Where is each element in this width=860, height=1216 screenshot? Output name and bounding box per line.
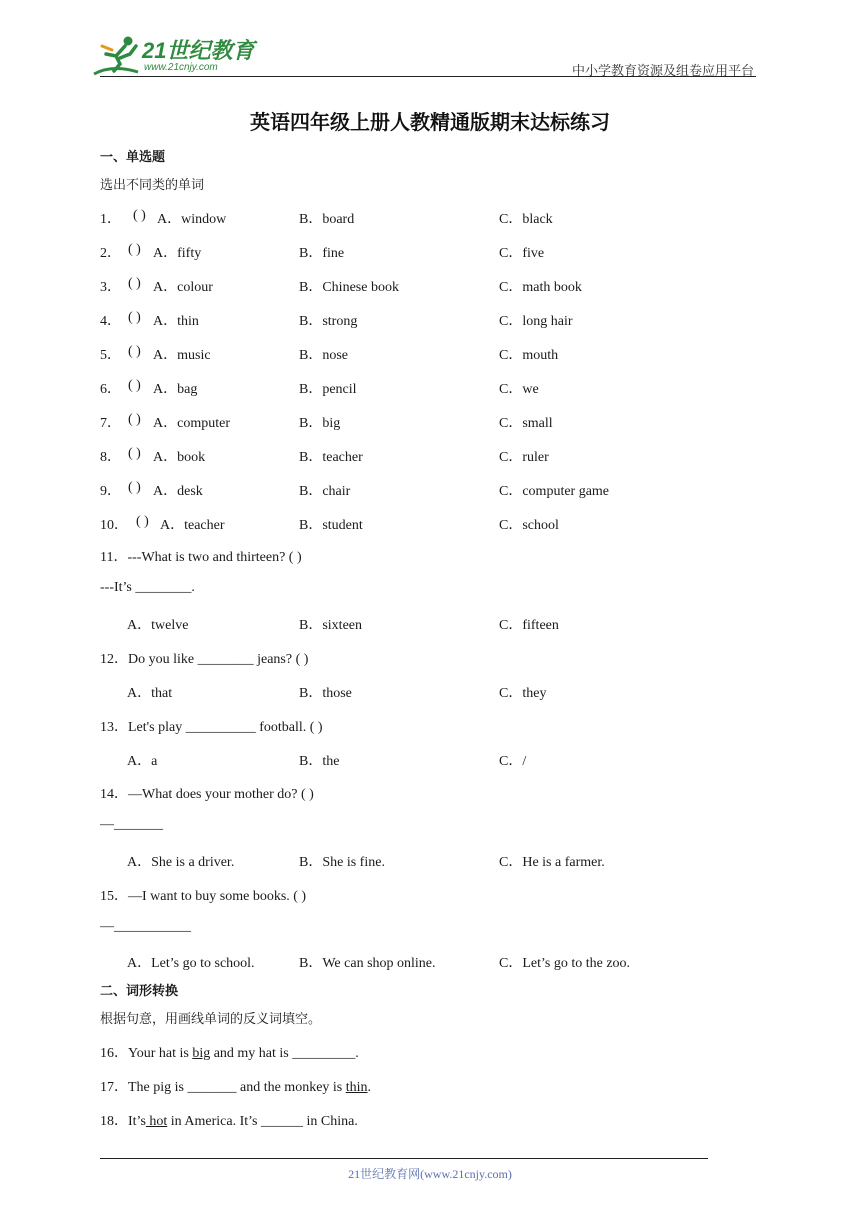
header-tagline: 中小学教育资源及组卷应用平台	[571, 63, 754, 78]
question-18-post: in America. It’s ______ in China.	[167, 1114, 358, 1129]
option-b: B．pencil	[299, 382, 357, 397]
question-11-stem: 11．---What is two and thirteen? ( )	[100, 550, 302, 565]
option-b: B．strong	[299, 314, 358, 329]
option-a: A．computer	[153, 416, 230, 431]
runner-icon	[92, 34, 142, 78]
question-17-pre: 17．The pig is _______ and the monkey is	[100, 1080, 346, 1095]
answer-paren: ( )	[136, 514, 149, 529]
question-16	[100, 1042, 359, 1062]
answer-paren: ( )	[128, 344, 141, 359]
option-a: A．thin	[153, 314, 199, 329]
option-c: C．math book	[499, 280, 582, 295]
question-11-answer-line: ---It’s ________.	[100, 580, 195, 595]
question-12-option-a: A．that	[127, 686, 173, 701]
footer-divider	[100, 1158, 708, 1159]
option-c: C．we	[499, 382, 539, 397]
footer-text: 21世纪教育网(www.21cnjy.com)	[348, 1167, 512, 1181]
question-number: 5．	[100, 348, 121, 363]
question-15-option-a: A．Let’s go to school.	[127, 956, 255, 971]
question-14-option-a: A．She is a driver.	[127, 855, 235, 870]
section-heading-2: 二、词形转换	[100, 984, 179, 999]
question-17-underlined-word: thin	[345, 1080, 368, 1095]
option-a: A．fifty	[153, 246, 202, 261]
question-15-option-c: C．Let’s go to the zoo.	[499, 956, 631, 971]
option-b: B．fine	[299, 246, 345, 261]
option-a: A．bag	[153, 382, 198, 397]
header-divider	[100, 76, 756, 77]
answer-paren: ( )	[128, 276, 141, 291]
question-11-option-a: A．twelve	[127, 618, 189, 633]
option-b: B．student	[299, 518, 363, 533]
answer-paren: ( )	[128, 480, 141, 495]
question-number: 9．	[100, 484, 121, 499]
option-a: A．colour	[153, 280, 213, 295]
option-c: C．ruler	[499, 450, 549, 465]
page-title: 英语四年级上册人教精通版期末达标练习	[250, 110, 610, 134]
option-b: B．Chinese book	[299, 280, 399, 295]
answer-paren: ( )	[128, 310, 141, 325]
option-c: C．mouth	[499, 348, 559, 363]
question-12-stem: 12．Do you like ________ jeans? ( )	[100, 652, 309, 667]
site-logo	[92, 34, 262, 80]
question-16-underlined-word: big	[192, 1046, 211, 1061]
question-18-underlined-word: hot	[145, 1114, 168, 1129]
logo-url: www.21cnjy.com	[144, 62, 218, 73]
question-14-option-c: C．He is a farmer.	[499, 855, 605, 870]
question-17	[100, 1076, 371, 1096]
option-c: C．five	[499, 246, 545, 261]
question-14-stem: 14．—What does your mother do? ( )	[100, 787, 314, 802]
question-13-option-b: B．the	[299, 754, 340, 769]
question-number: 1．	[100, 212, 121, 227]
question-number: 7．	[100, 416, 121, 431]
option-a: A．desk	[153, 484, 203, 499]
option-a: A．music	[153, 348, 211, 363]
question-12-option-b: B．those	[299, 686, 352, 701]
section-instruction-2: 根据句意，用画线单词的反义词填空。	[100, 1012, 322, 1027]
option-c: C．school	[499, 518, 559, 533]
option-b: B．nose	[299, 348, 348, 363]
question-16-pre: 16．Your hat is	[100, 1046, 193, 1061]
question-18	[100, 1110, 358, 1130]
question-16-post: and my hat is _________.	[210, 1046, 359, 1061]
question-number: 6．	[100, 382, 121, 397]
question-number: 4．	[100, 314, 121, 329]
question-number: 8．	[100, 450, 121, 465]
option-b: B．teacher	[299, 450, 363, 465]
question-11-option-b: B．sixteen	[299, 618, 362, 633]
option-c: C．computer game	[499, 484, 610, 499]
answer-paren: ( )	[133, 208, 146, 223]
question-number: 3．	[100, 280, 121, 295]
option-b: B．big	[299, 416, 341, 431]
answer-paren: ( )	[128, 446, 141, 461]
option-a: A．window	[157, 212, 227, 227]
option-c: C．small	[499, 416, 553, 431]
section-instruction-1: 选出不同类的单词	[100, 178, 205, 193]
question-13-option-a: A．a	[127, 754, 158, 769]
question-14-option-b: B．She is fine.	[299, 855, 385, 870]
option-a: A．book	[153, 450, 206, 465]
question-15-option-b: B．We can shop online.	[299, 956, 436, 971]
option-c: C．black	[499, 212, 553, 227]
option-a: A．teacher	[160, 518, 225, 533]
logo-text: 21世纪教育	[142, 38, 255, 63]
answer-paren: ( )	[128, 412, 141, 427]
question-15-stem: 15．—I want to buy some books. ( )	[100, 889, 307, 904]
option-b: B．chair	[299, 484, 351, 499]
question-number: 10．	[100, 518, 128, 533]
option-c: C．long hair	[499, 314, 573, 329]
question-number: 2．	[100, 246, 121, 261]
question-15-answer-line: —___________	[100, 919, 191, 934]
question-11-option-c: C．fifteen	[499, 618, 559, 633]
answer-paren: ( )	[128, 242, 141, 257]
section-heading-1: 一、单选题	[100, 150, 166, 165]
question-12-option-c: C．they	[499, 686, 547, 701]
question-17-post: .	[367, 1080, 372, 1095]
option-b: B．board	[299, 212, 355, 227]
question-18-pre: 18．It’s	[100, 1114, 146, 1129]
question-14-answer-line: —_______	[100, 817, 163, 832]
question-13-stem: 13．Let's play __________ football. ( )	[100, 720, 323, 735]
answer-paren: ( )	[128, 378, 141, 393]
question-13-option-c: C．/	[499, 754, 527, 769]
